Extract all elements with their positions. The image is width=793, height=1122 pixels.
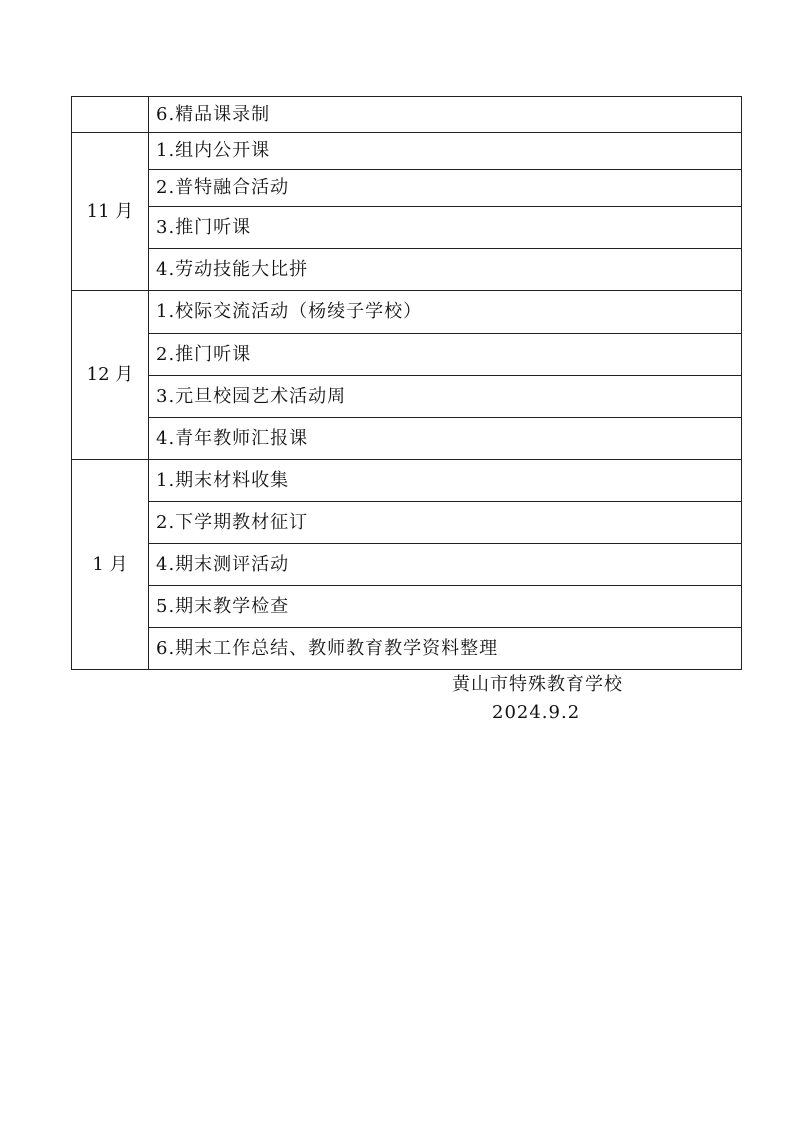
month-cell bbox=[72, 97, 149, 133]
activity-cell: 4.劳动技能大比拼 bbox=[149, 249, 742, 291]
activity-cell: 3.推门听课 bbox=[149, 207, 742, 249]
signature-date: 2024.9.2 bbox=[492, 702, 581, 723]
table-row bbox=[72, 249, 742, 291]
activity-cell: 6.期末工作总结、教师教育教学资料整理 bbox=[149, 628, 742, 670]
activity-cell: 1.组内公开课 bbox=[149, 133, 742, 170]
activity-cell: 1.期末材料收集 bbox=[149, 460, 742, 502]
table-row bbox=[72, 628, 742, 670]
month-cell: 11 月 bbox=[72, 133, 149, 291]
schedule-table-body bbox=[72, 97, 742, 670]
activity-cell: 3.元旦校园艺术活动周 bbox=[149, 376, 742, 418]
month-cell: 12 月 bbox=[72, 291, 149, 460]
table-row bbox=[72, 376, 742, 418]
activity-cell: 4.青年教师汇报课 bbox=[149, 418, 742, 460]
table-row bbox=[72, 418, 742, 460]
table-row bbox=[72, 334, 742, 376]
table-row bbox=[72, 97, 742, 133]
month-cell: 1 月 bbox=[72, 460, 149, 670]
table-row bbox=[72, 291, 742, 334]
signature-organization: 黄山市特殊教育学校 bbox=[452, 674, 623, 695]
table-row bbox=[72, 170, 742, 207]
activity-cell: 2.下学期教材征订 bbox=[149, 502, 742, 544]
table-row bbox=[72, 502, 742, 544]
table-row bbox=[72, 586, 742, 628]
activity-cell: 2.普特融合活动 bbox=[149, 170, 742, 207]
schedule-table bbox=[71, 96, 742, 670]
activity-cell: 6.精品课录制 bbox=[149, 97, 742, 133]
table-row bbox=[72, 133, 742, 170]
activity-cell: 5.期末教学检查 bbox=[149, 586, 742, 628]
table-row bbox=[72, 207, 742, 249]
table-row bbox=[72, 544, 742, 586]
activity-cell: 2.推门听课 bbox=[149, 334, 742, 376]
activity-cell: 1.校际交流活动（杨绫子学校） bbox=[149, 291, 742, 334]
activity-cell: 4.期末测评活动 bbox=[149, 544, 742, 586]
table-row bbox=[72, 460, 742, 502]
